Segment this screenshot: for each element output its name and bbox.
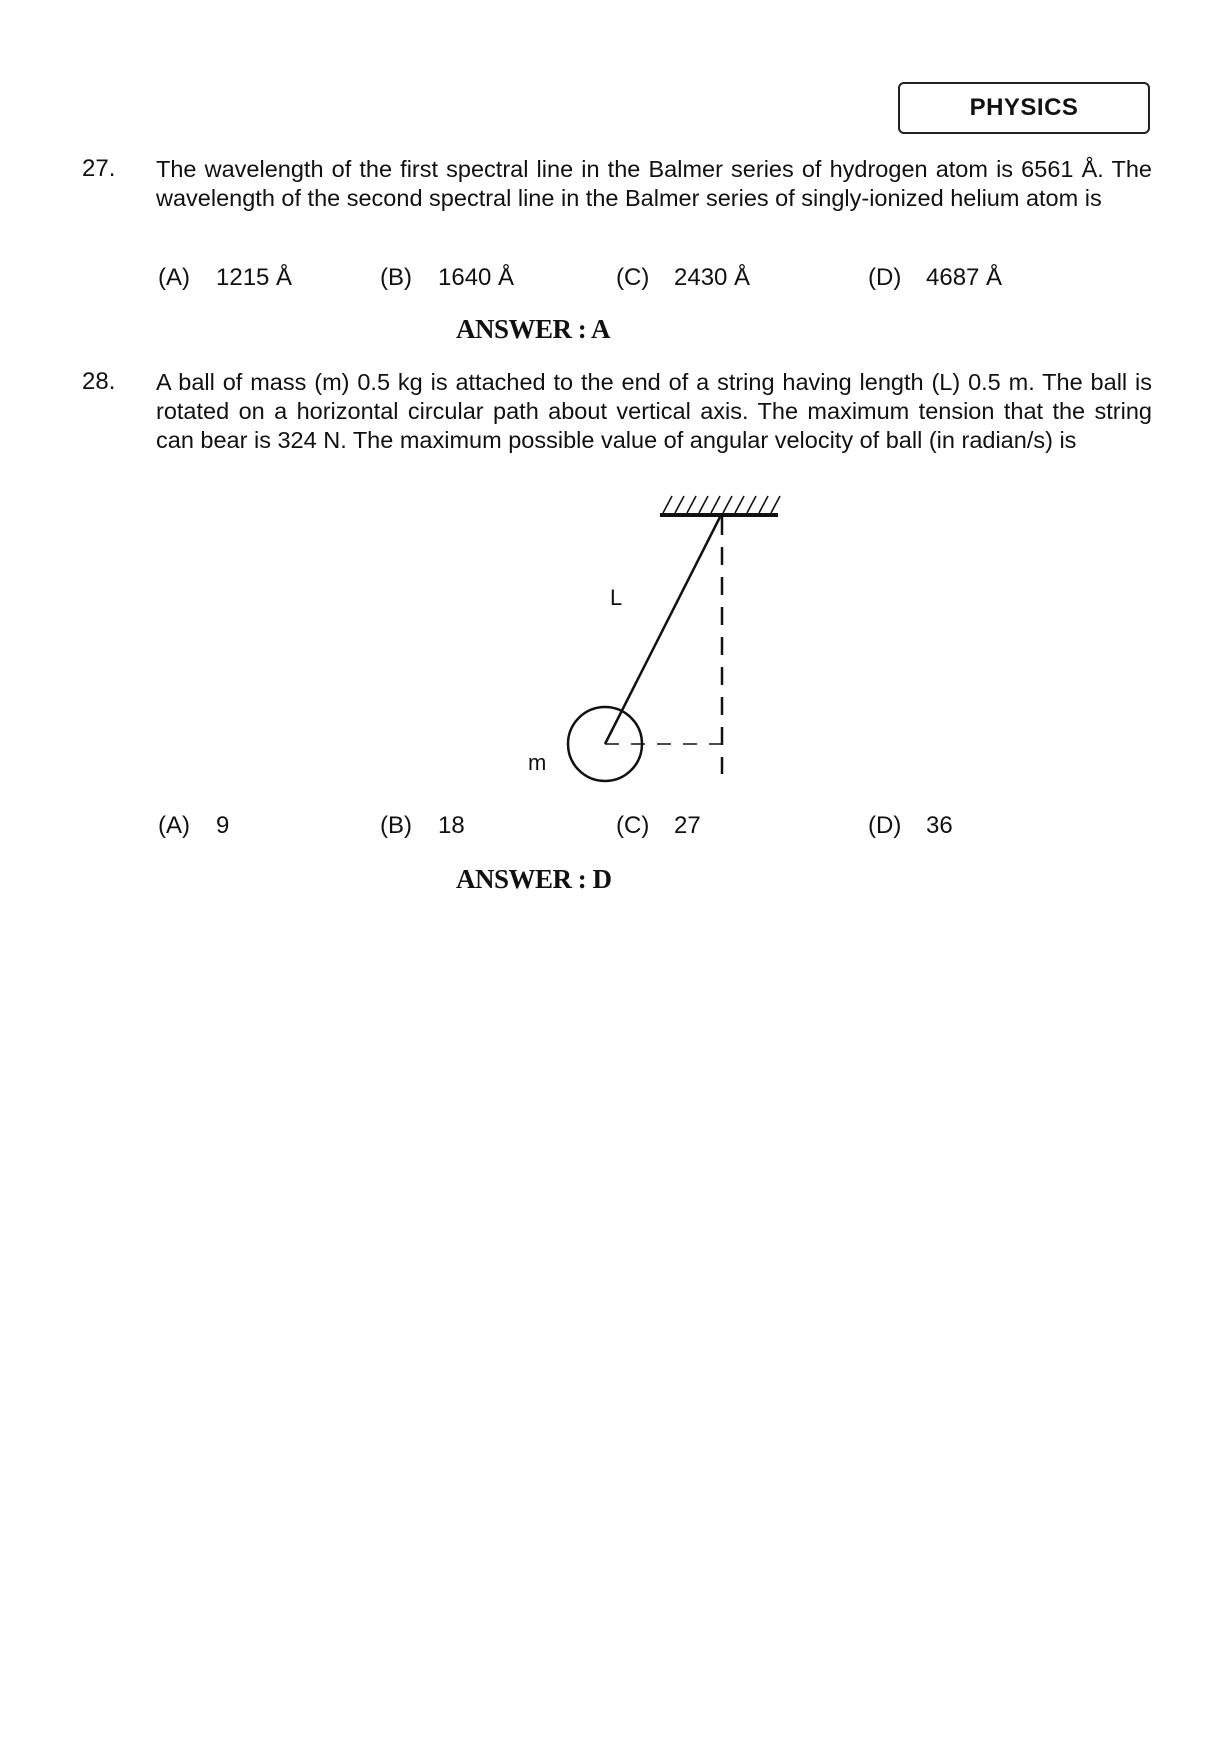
option-value: 1215 Å xyxy=(216,264,293,291)
subject-label: PHYSICS xyxy=(969,94,1079,121)
option-label: (D) xyxy=(868,264,902,291)
option-b xyxy=(380,812,465,840)
option-value: 4687 Å xyxy=(926,264,1003,291)
question-number: 27. xyxy=(82,155,116,182)
pendulum-diagram xyxy=(520,488,800,788)
option-label: (C) xyxy=(616,264,650,291)
option-value: 2430 Å xyxy=(674,264,751,291)
mass-label: m xyxy=(528,750,547,775)
option-value: 18 xyxy=(438,812,465,839)
subject-header xyxy=(898,82,1150,134)
option-a xyxy=(158,812,229,840)
question-number: 28. xyxy=(82,368,116,395)
option-value: 27 xyxy=(674,812,701,839)
option-c xyxy=(616,264,750,292)
option-value: 9 xyxy=(216,812,230,839)
option-d xyxy=(868,264,1002,292)
answer-28: ANSWER : D xyxy=(456,864,612,894)
question-text: The wavelength of the first spectral line in the Balmer series of hydrogen atom is 6561 Å. The wavelength of the second spectral line in the Balmer series of singly-ionized helium atom is xyxy=(156,156,1152,211)
option-label: (B) xyxy=(380,264,412,291)
length-label: L xyxy=(610,585,623,610)
conical-pendulum-figure xyxy=(520,488,800,788)
option-value: 36 xyxy=(926,812,953,839)
option-label: (D) xyxy=(868,812,902,839)
option-label: (A) xyxy=(158,264,190,291)
option-label: (A) xyxy=(158,812,190,839)
answer-27: ANSWER : A xyxy=(456,314,611,344)
option-a xyxy=(158,264,292,292)
option-label: (B) xyxy=(380,812,412,839)
option-b xyxy=(380,264,514,292)
ceiling-hatching xyxy=(663,496,780,513)
options-27 xyxy=(158,264,1058,298)
question-text: A ball of mass (m) 0.5 kg is attached to the end of a string having length (L) 0.5 m. The ball is rotated on a horizontal circular path about vertical axis. The maximum tension that the string can bear is 324 N. The maximum possible value of angular velocity of ball (in radian/s) is xyxy=(156,369,1152,453)
option-d xyxy=(868,812,953,840)
option-value: 1640 Å xyxy=(438,264,515,291)
option-label: (C) xyxy=(616,812,650,839)
option-c xyxy=(616,812,701,840)
options-28 xyxy=(158,812,1058,846)
